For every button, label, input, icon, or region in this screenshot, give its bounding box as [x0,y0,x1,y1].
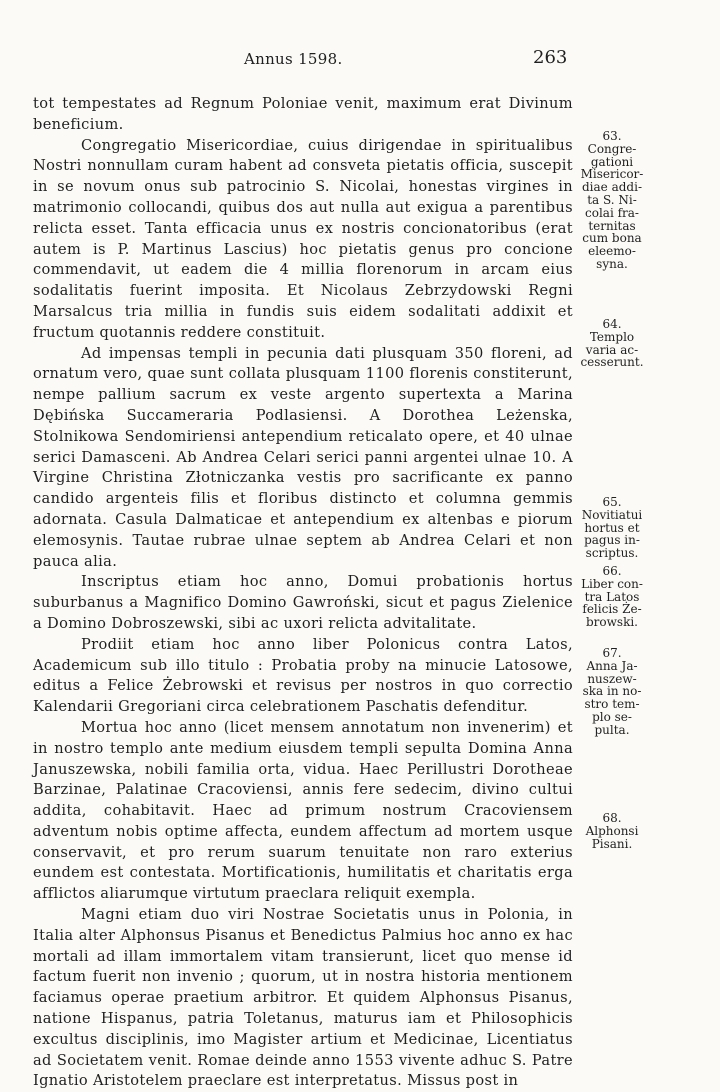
margin-note-text: Liber con- tra Latos felicis Że- browski. [581,576,643,630]
margin-note-text: Congre- gationi Misericor- diae addi- ta S. Ni- colai fra- ternitas cum bona eleemo- syna. [580,141,644,271]
paragraph: Prodiit etiam hoc anno liber Polonicus contra Latos, Academicum sub illo titulo : Probatia proby na minucie Latosowe, editus a Felice Żebrowski et revisus per nostros in quo correctio Kalendarii Gregoriani circa celebrationem Paschatis defenditur. [33,635,573,716]
paragraph: Congregatio Misericordiae, cuius dirigendae in spiritualibus Nostri nonnullam curam habent ad consveta pietatis officia, suscepit in se novum onus sub patrocinio S. Nicolai, honestas virgines in matrimonio collocandi, quibus dos aut nulla aut exigua a parentibus relicta esset. Tanta efficacia unus ex nostris concionatoribus (erat autem is P. Martinus Lascius) hoc pietatis genus pro concione commendavit, ut eadem die 4 millia florenorum in arcam eius sodalitatis fuerint imposita. Et Nicolaus Zebrzydowski Regni Marsalcus tria millia in fundis suis eidem sodalitati addixit et fructum quotannis reddere constituit. [33,136,573,341]
margin-note [574,130,650,271]
margin-note [574,565,650,629]
margin-note [574,496,650,560]
paragraph: Magni etiam duo viri Nostrae Societatis unus in Polonia, in Italia alter Alphonsus Pisanus et Benedictus Palmius hoc anno ex hac mortali ad illam immortalem vitam transierunt, licet quo mense id factum fuerit non invenio ; quorum, ut in nostra historia mentionem faciamus operae praetium arbitror. Et quidem Alphonsus Pisanus, natione Hispanus, patria Toletanus, maturus iam et Philosophicis excultus disciplinis, imo Magister artium et Medicinae, Licentiatus ad Societatem venit. Romae deinde anno 1553 vivente adhuc S. Patre Ignatio Aristotelem praeclare est interpretatus. Missus post in [33,906,573,1090]
main-text [33,94,573,1092]
margin-note [574,318,650,369]
margin-note [574,647,650,737]
margin-note-number: 66. [602,564,622,578]
page-header [0,47,720,74]
margin-note-text: Alphonsi Pisani. [585,823,639,851]
margin-note-number: 63. [602,129,622,143]
margin-note-text: Templo varia ac- cesserunt. [580,329,644,370]
paragraph: Inscriptus etiam hoc anno, Domui probationis hortus suburbanus a Magnifico Domino Gawroński, sicut et pagus Zielenice a Domino Dobroszewski, sibi ac uxori relicta advitalitate. [33,573,573,632]
page-number: 263 [533,47,568,68]
margin-note-number: 64. [602,317,622,331]
running-title: Annus 1598. [244,50,343,68]
margin-note [574,812,650,850]
paragraph: tot tempestates ad Regnum Poloniae venit, maximum erat Divinum beneficium. [33,95,573,133]
margin-note-number: 65. [602,495,622,509]
margin-note-number: 68. [602,811,622,825]
paragraph: Ad impensas templi in pecunia dati plusquam 350 floreni, ad ornatum vero, quae sunt collata plusquam 1100 florenis constiterunt, nempe pallium sacrum ex veste argento supertexta a Marina Dębińska Succameraria Podlasiensi. A Dorothea Leżenska, Stolnikowa Sendomiriensi antependium reticalato opere, et 40 ulnae serici Damasceni. Ab Andrea Celari serici panni argentei ulnae 10. A Virgine Christina Złotniczanka vestis pro sacrificante ex panno candido argenteis filis et floribus distincto et columna gemmis adornata. Casula Dalmaticae et antependium ex altenbas e piorum elemosynis. Tautae rubrae ulnae septem ab Andrea Celari et non pauca alia. [33,344,573,570]
margin-note-text: Anna Ja- nuszew- ska in no- stro tem- plo se- pulta. [582,658,642,737]
margin-note-number: 67. [602,646,622,660]
paragraph: Mortua hoc anno (licet mensem annotatum non invenerim) et in nostro templo ante medium eiusdem templi sepulta Domina Anna Januszewska, nobili familia orta, vidua. Haec Perillustri Dorotheae Barzinae, Palatinae Cracoviensi, annis fere sedecim, divino cultui addita, cohabitavit. Haec ad primum nostrum Cracoviensem adventum nobis optime affecta, eundem affectum ad mortem usque conservavit, et pro rerum suarum tenuitate non raro exterius eundem est contestata. Mortificationis, humilitatis et charitatis erga afflictos aliarumque virtutum praeclara reliquit exempla. [33,718,573,903]
margin-note-text: Novitiatui hortus et pagus in- scriptus. [581,507,643,561]
